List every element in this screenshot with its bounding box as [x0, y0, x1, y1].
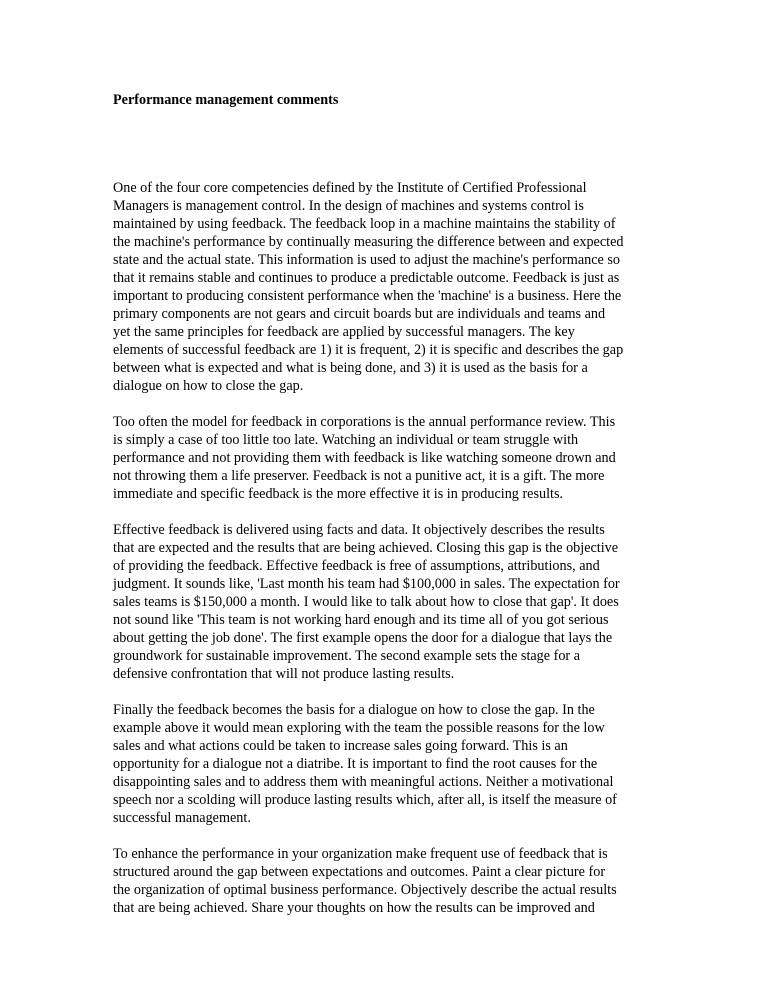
text-line: Too often the model for feedback in corporations is the annual performance review. This: [113, 414, 616, 430]
text-line: important to producing consistent performance when the 'machine' is a business. Here the: [113, 288, 622, 304]
document-title: Performance management comments: [113, 92, 339, 108]
text-line: successful management.: [113, 810, 251, 826]
text-line: performance and not providing them with feedback is like watching someone drown and: [113, 450, 616, 466]
text-line: dialogue on how to close the gap.: [113, 378, 304, 394]
paragraph: [113, 179, 673, 395]
text-line: To enhance the performance in your organization make frequent use of feedback that is: [113, 846, 608, 862]
text-line: elements of successful feedback are 1) it is frequent, 2) it is specific and describes the gap: [113, 342, 624, 358]
text-line: not throwing them a life preserver. Feedback is not a punitive act, it is a gift. The more: [113, 468, 605, 484]
text-line: Effective feedback is delivered using facts and data. It objectively describes the results: [113, 522, 605, 538]
text-line: about getting the job done'. The first example opens the door for a dialogue that lays the: [113, 630, 613, 646]
text-line: maintained by using feedback. The feedback loop in a machine maintains the stability of: [113, 216, 616, 232]
paragraph: [113, 413, 673, 503]
text-line: groundwork for sustainable improvement. The second example sets the stage for a: [113, 648, 581, 664]
text-line: the organization of optimal business performance. Objectively describe the actual results: [113, 882, 617, 898]
text-line: opportunity for a dialogue not a diatribe. It is important to find the root causes for the: [113, 756, 598, 772]
text-line: that it remains stable and continues to produce a predictable outcome. Feedback is just as: [113, 270, 620, 286]
text-line: Managers is management control. In the design of machines and systems control is: [113, 198, 584, 214]
text-line: state and the actual state. This information is used to adjust the machine's performance so: [113, 252, 620, 268]
text-line: that are being achieved. Share your thoughts on how the results can be improved and: [113, 900, 595, 916]
text-line: between what is expected and what is being done, and 3) it is used as the basis for a: [113, 360, 588, 376]
text-line: judgment. It sounds like, 'Last month his team had $100,000 in sales. The expectation for: [113, 576, 620, 592]
paragraph: [113, 701, 673, 827]
text-line: Finally the feedback becomes the basis for a dialogue on how to close the gap. In the: [113, 702, 595, 718]
text-line: immediate and specific feedback is the more effective it is in producing results.: [113, 486, 564, 502]
text-line: that are expected and the results that are being achieved. Closing this gap is the objective: [113, 540, 619, 556]
text-line: defensive confrontation that will not produce lasting results.: [113, 666, 455, 682]
paragraph: [113, 521, 673, 683]
text-line: example above it would mean exploring with the team the possible reasons for the low: [113, 720, 605, 736]
text-line: One of the four core competencies defined by the Institute of Certified Professional: [113, 180, 587, 196]
text-line: yet the same principles for feedback are applied by successful managers. The key: [113, 324, 575, 340]
paragraph: [113, 845, 673, 917]
text-line: the machine's performance by continually measuring the difference between and expected: [113, 234, 624, 250]
text-line: sales and what actions could be taken to increase sales going forward. This is an: [113, 738, 568, 754]
text-line: structured around the gap between expectations and outcomes. Paint a clear picture for: [113, 864, 606, 880]
text-line: speech nor a scolding will produce lasting results which, after all, is itself the measure of: [113, 792, 617, 808]
document-body: [113, 179, 673, 935]
text-line: disappointing sales and to address them with meaningful actions. Neither a motivational: [113, 774, 614, 790]
text-line: sales teams is $150,000 a month. I would like to talk about how to close that gap'. It does: [113, 594, 619, 610]
text-line: not sound like 'This team is not working hard enough and its time all of you got serious: [113, 612, 609, 628]
text-line: primary components are not gears and circuit boards but are individuals and teams and: [113, 306, 606, 322]
text-line: of providing the feedback. Effective feedback is free of assumptions, attributions, and: [113, 558, 600, 574]
text-line: is simply a case of too little too late. Watching an individual or team struggle with: [113, 432, 579, 448]
